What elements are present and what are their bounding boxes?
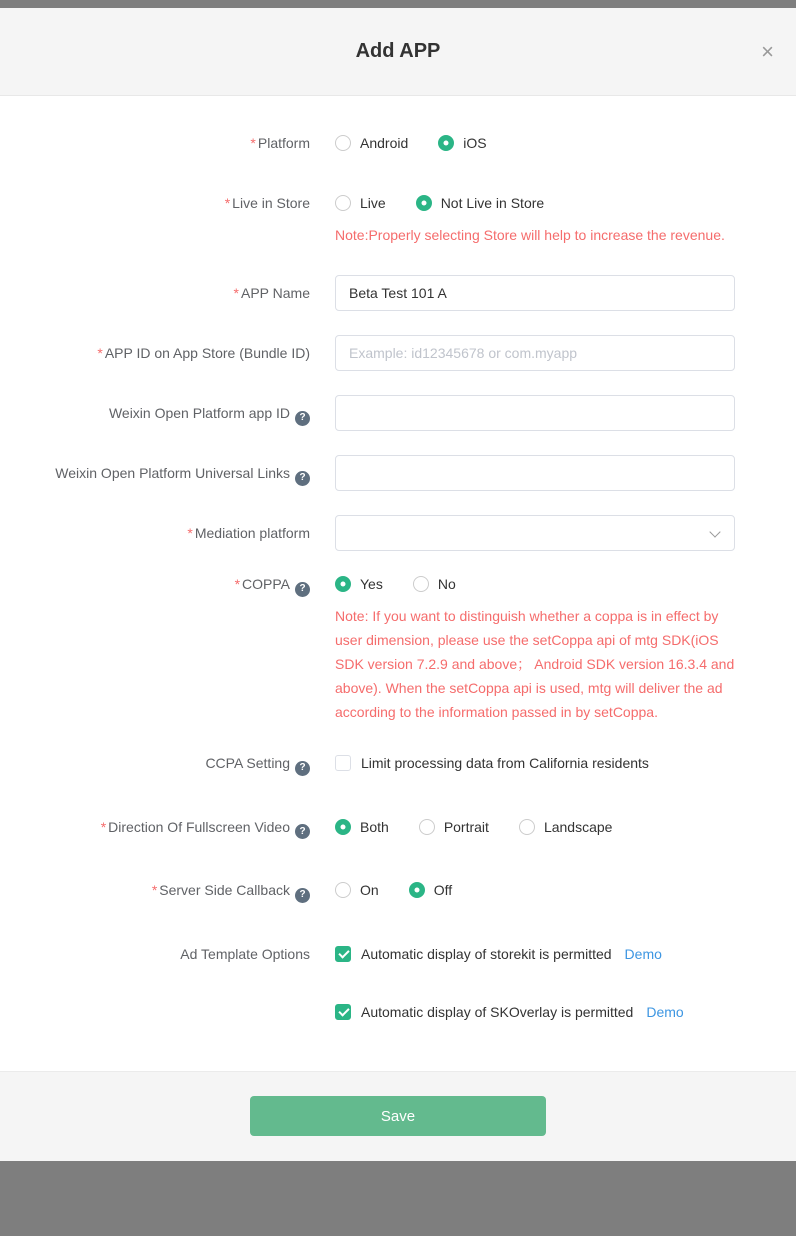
- weixin-universal-links-label-text: Weixin Open Platform Universal Links: [55, 465, 290, 481]
- storekit-demo-link[interactable]: Demo: [624, 945, 662, 962]
- radio-off-icon: [409, 882, 425, 898]
- mediation-platform-label-text: Mediation platform: [194, 525, 310, 541]
- help-icon[interactable]: ?: [295, 888, 310, 903]
- required-asterisk: *: [151, 882, 158, 898]
- radio-landscape[interactable]: [519, 818, 613, 836]
- ccpa-checkbox-label: Limit processing data from California residents: [361, 755, 649, 771]
- radio-off[interactable]: [409, 881, 452, 899]
- radio-both[interactable]: [335, 818, 389, 836]
- server-side-callback-label-text: Server Side Callback: [159, 882, 290, 898]
- app-name-input[interactable]: [335, 275, 735, 311]
- add-app-modal: [0, 8, 796, 1161]
- radio-android-label: Android: [360, 135, 409, 151]
- form-row-coppa: [36, 575, 736, 724]
- radio-ios-icon: [438, 135, 454, 151]
- weixin-app-id-label: [36, 395, 310, 431]
- coppa-label: [36, 575, 310, 724]
- server-side-callback-label: [36, 881, 310, 903]
- direction-label: [36, 818, 310, 840]
- radio-both-icon: [335, 819, 351, 835]
- required-asterisk: *: [187, 525, 193, 541]
- radio-coppa-no[interactable]: [413, 575, 456, 593]
- radio-android[interactable]: [335, 134, 408, 152]
- radio-live-label: Live: [360, 195, 386, 211]
- radio-portrait-icon: [419, 819, 435, 835]
- app-id-label-text: APP ID on App Store (Bundle ID): [104, 345, 310, 361]
- radio-coppa-yes-icon: [335, 576, 351, 592]
- form-row-direction: [36, 818, 736, 840]
- radio-live[interactable]: [335, 194, 386, 212]
- help-icon[interactable]: ?: [295, 824, 310, 839]
- storekit-checkbox-label: Automatic display of storekit is permitted: [361, 945, 612, 962]
- modal-header: [0, 8, 796, 96]
- radio-both-label: Both: [360, 818, 389, 835]
- skoverlay-checkbox[interactable]: [335, 1004, 351, 1020]
- skoverlay-checkbox-label: Automatic display of SKOverlay is permitted: [361, 1003, 634, 1020]
- weixin-universal-links-input[interactable]: [335, 455, 735, 491]
- form-row-ccpa: [36, 754, 736, 776]
- form-row-weixin-universal-links: [36, 455, 736, 491]
- help-icon[interactable]: ?: [295, 582, 310, 597]
- storekit-checkbox-item: [335, 945, 735, 963]
- platform-radio-group: [335, 134, 735, 152]
- mediation-platform-select[interactable]: [335, 515, 735, 551]
- ccpa-label: [36, 754, 310, 776]
- save-button[interactable]: Save: [250, 1096, 546, 1136]
- radio-not-live[interactable]: [416, 194, 545, 212]
- form-row-weixin-app-id: [36, 395, 736, 431]
- radio-off-label: Off: [433, 882, 453, 898]
- radio-on[interactable]: [335, 881, 379, 899]
- coppa-note: Note: If you want to distinguish whether a coppa is in effect by user dimension, please use the setCoppa api of mtg SDK(iOS SDK version 7.2.9 and above； Android SDK version 16.3.4 and above). When the setCoppa api is used, mtg will deliver the ad according to the information passed in by setCoppa.: [335, 608, 735, 720]
- form-row-mediation-platform: [36, 515, 736, 551]
- radio-on-label: On: [360, 882, 379, 898]
- server-side-callback-radio-group: [335, 881, 735, 899]
- form-row-server-side-callback: [36, 881, 736, 903]
- required-asterisk: *: [234, 576, 241, 592]
- help-icon[interactable]: ?: [295, 761, 310, 776]
- live-in-store-label-text: Live in Store: [232, 195, 310, 211]
- chevron-down-icon: [709, 526, 720, 537]
- radio-landscape-icon: [519, 819, 535, 835]
- platform-label-text: Platform: [257, 135, 310, 151]
- help-icon[interactable]: ?: [295, 411, 310, 426]
- radio-coppa-no-icon: [413, 576, 429, 592]
- radio-on-icon: [335, 882, 351, 898]
- add-app-form: [0, 96, 796, 1071]
- ccpa-checkbox[interactable]: [335, 755, 351, 771]
- required-asterisk: *: [250, 135, 256, 151]
- app-id-input[interactable]: [335, 335, 735, 371]
- skoverlay-checkbox-item: [335, 1003, 735, 1021]
- weixin-universal-links-label: [36, 455, 310, 491]
- app-id-label: [36, 335, 310, 371]
- help-icon[interactable]: ?: [295, 471, 310, 486]
- modal-title: Add APP: [355, 40, 441, 62]
- required-asterisk: *: [233, 285, 239, 301]
- form-row-platform: [36, 134, 736, 152]
- coppa-radio-group: [335, 575, 735, 593]
- ad-template-options-label-text: Ad Template Options: [180, 945, 310, 962]
- ccpa-checkbox-item[interactable]: [335, 754, 735, 772]
- form-row-live-in-store: [36, 194, 736, 247]
- radio-coppa-yes-label: Yes: [360, 576, 383, 592]
- required-asterisk: *: [97, 345, 103, 361]
- platform-label: [36, 134, 310, 152]
- skoverlay-demo-link[interactable]: Demo: [646, 1003, 684, 1020]
- mediation-platform-label: [36, 515, 310, 551]
- live-in-store-radio-group: [335, 194, 735, 212]
- radio-coppa-yes[interactable]: [335, 575, 383, 593]
- form-row-ad-template-options: [36, 945, 736, 1021]
- storekit-checkbox[interactable]: [335, 946, 351, 962]
- live-in-store-note: Note:Properly selecting Store will help to increase the revenue.: [335, 227, 725, 243]
- close-icon[interactable]: ×: [761, 38, 774, 64]
- weixin-app-id-label-text: Weixin Open Platform app ID: [108, 405, 290, 421]
- radio-coppa-no-label: No: [437, 576, 456, 592]
- form-row-app-name: [36, 275, 736, 311]
- radio-portrait-label: Portrait: [443, 818, 489, 835]
- radio-not-live-label: Not Live in Store: [440, 195, 545, 211]
- radio-live-icon: [335, 195, 351, 211]
- radio-ios-label: iOS: [463, 135, 487, 151]
- ccpa-label-text: CCPA Setting: [205, 755, 290, 771]
- radio-android-icon: [335, 135, 351, 151]
- radio-landscape-label: Landscape: [543, 818, 613, 835]
- ad-template-options-label: [36, 945, 310, 1021]
- radio-ios[interactable]: [438, 134, 486, 152]
- live-in-store-label: [36, 194, 310, 247]
- direction-radio-group: [335, 818, 735, 836]
- radio-portrait[interactable]: [419, 818, 489, 836]
- required-asterisk: *: [100, 818, 107, 835]
- coppa-label-text: COPPA: [242, 576, 290, 592]
- modal-footer: [0, 1071, 796, 1161]
- direction-label-text: Direction Of Fullscreen Video: [108, 818, 290, 835]
- weixin-app-id-input[interactable]: [335, 395, 735, 431]
- app-name-label: [36, 275, 310, 311]
- form-row-app-id: [36, 335, 736, 371]
- app-name-label-text: APP Name: [241, 285, 310, 301]
- required-asterisk: *: [224, 195, 231, 211]
- radio-not-live-icon: [416, 195, 432, 211]
